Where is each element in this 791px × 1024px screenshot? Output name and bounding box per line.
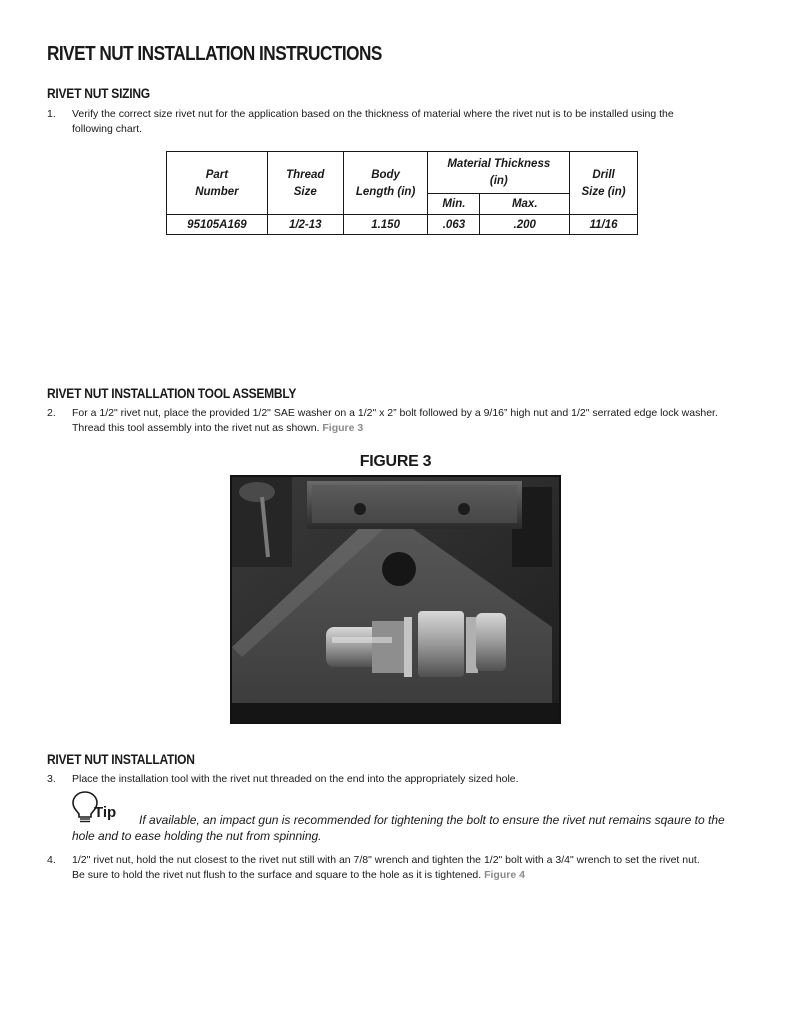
step-text-line-2 <box>72 421 363 436</box>
header-thread-line-2: Size <box>293 185 317 198</box>
step-text-line-1: Verify the correct size rivet nut for the application based on the thickness of material where the rivet nut is to be installed using the <box>72 108 674 120</box>
cell-drill: 11/16 <box>570 215 638 235</box>
step-text: Place the installation tool with the rivet nut threaded on the end into the appropriately sized hole. <box>72 773 519 785</box>
header-body-line-2: Length (in) <box>355 185 416 198</box>
rivet-nut-tool-image <box>232 477 559 722</box>
header-drill-line-2: Size (in) <box>581 185 626 198</box>
header-material-line-1: Material Thickness <box>447 158 551 170</box>
step-number: 3. <box>47 773 56 785</box>
cell-max: .200 <box>480 215 570 235</box>
section-heading-sizing: RIVET NUT SIZING <box>47 85 150 101</box>
table-row <box>167 215 638 235</box>
header-thread <box>267 152 343 215</box>
step-4 <box>47 853 767 883</box>
step-text-line-2: following chart. <box>72 123 143 135</box>
cell-part: 95105A169 <box>167 215 268 235</box>
step-text-line-2 <box>72 868 525 883</box>
header-body <box>343 152 428 215</box>
header-drill <box>570 152 638 215</box>
header-drill-line-1: Drill <box>592 168 615 181</box>
step-3 <box>47 772 767 787</box>
figure-3-photo <box>230 475 561 724</box>
header-min: Min. <box>428 194 480 215</box>
rivet-nut-sizing-table <box>166 151 638 235</box>
step-1 <box>47 107 767 137</box>
header-body-line-1: Body <box>371 168 400 181</box>
header-part-line-2: Number <box>195 185 239 198</box>
step-number: 4. <box>47 854 56 866</box>
step-text-line-1: 1/2" rivet nut, hold the nut closest to the rivet nut still with an 7/8" wrench and tighten the 1/2" bolt with a 3/4" wrench to set the rivet nut. <box>72 854 700 866</box>
step-text: Be sure to hold the rivet nut flush to the surface and square to the hole as it is tightened. <box>72 869 482 881</box>
section-heading-installation: RIVET NUT INSTALLATION <box>47 751 195 767</box>
header-material-line-2: (in) <box>489 175 508 187</box>
cell-min: .063 <box>428 215 480 235</box>
step-number: 1. <box>47 108 56 120</box>
figure-3-link[interactable]: Figure 3 <box>322 422 364 434</box>
header-max: Max. <box>480 194 570 215</box>
header-part <box>167 152 268 215</box>
step-text-line-1: For a 1/2" rivet nut, place the provided 1/2" SAE washer on a 1/2" x 2” bolt followed by a 9/16” high nut and 1/2" serrated edge lock washer. <box>72 407 718 419</box>
figure-3-title: FIGURE 3 <box>359 453 432 470</box>
tip-label: Tip <box>94 804 117 821</box>
header-part-line-1: Part <box>205 168 229 181</box>
section-heading-tool-assembly: RIVET NUT INSTALLATION TOOL ASSEMBLY <box>47 385 297 401</box>
header-thread-line-1: Thread <box>286 168 325 181</box>
cell-body: 1.150 <box>343 215 428 235</box>
page-title: RIVET NUT INSTALLATION INSTRUCTIONS <box>47 43 382 65</box>
step-2 <box>47 406 767 436</box>
step-number: 2. <box>47 407 56 419</box>
figure-4-link[interactable]: Figure 4 <box>484 869 525 881</box>
cell-thread: 1/2-13 <box>267 215 343 235</box>
header-material <box>428 152 570 194</box>
tip-text-line-1: If available, an impact gun is recommended for tightening the bolt to ensure the rivet nut remains sqaure to the <box>139 813 725 827</box>
tip-text-line-2: hole and to ease holding the nut from spinning. <box>72 829 322 843</box>
step-text: Thread this tool assembly into the rivet nut as shown. <box>72 422 320 434</box>
